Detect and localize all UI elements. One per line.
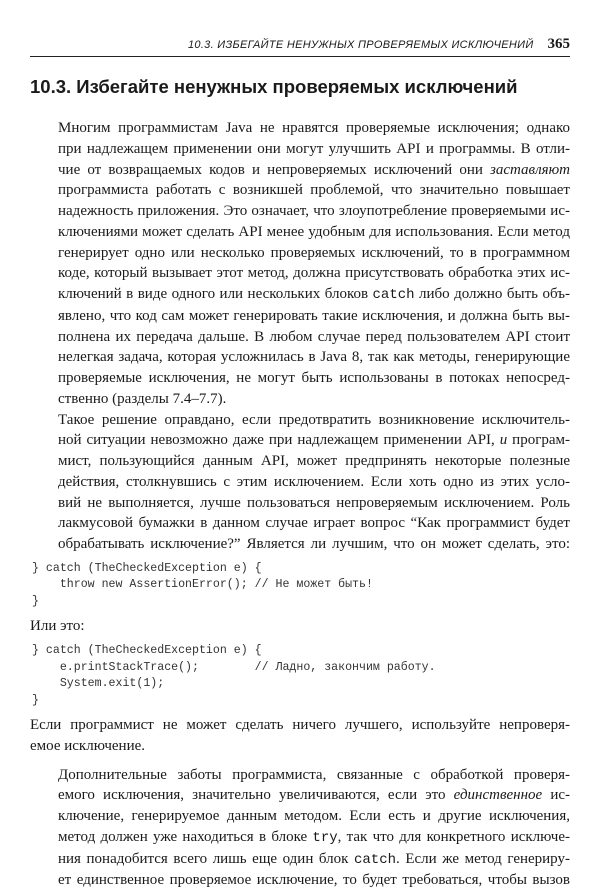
text-line: емое исключение.	[30, 737, 145, 754]
text-line: надежность приложения. Это означает, что злоупотребление проверяемыми ис-	[58, 203, 570, 219]
emphasis: и	[499, 432, 508, 449]
text-line: метод должен уже находиться в блоке try, так что для конкретного исключе-	[58, 828, 570, 846]
text-line: емого исключения, значительно увеличиваются, если это единственное ис-	[58, 787, 570, 804]
emphasis: единственное	[453, 787, 543, 804]
page-number: 365	[547, 36, 570, 52]
text-line: Многим программистам Java не нравятся проверяемые исключения; однако	[58, 120, 570, 136]
text-line: вий не выполняется, лучше пользоваться непроверяемым исключением. Роль	[58, 494, 570, 511]
running-title: 10.3. ИЗБЕГАЙТЕ НЕНУЖНЫХ ПРОВЕРЯЕМЫХ ИСКЛЮЧЕНИЙ	[187, 39, 534, 51]
text-line: коде, который вызывает этот метод, должна присутствовать обработка этих ис-	[58, 265, 570, 282]
text-line: ственно (разделы 7.4–7.7).	[58, 390, 227, 407]
inline-code: try	[312, 829, 338, 846]
text-line: лакмусовой бумажки в данном случае играет вопрос “Как программист будет	[58, 515, 570, 532]
text-line: Дополнительные заботы программиста, связанные с обработкой проверя-	[58, 766, 570, 783]
body-text	[30, 118, 570, 891]
text-line: проверяемые исключения, не могут быть использованы в потоках непосред-	[58, 370, 570, 386]
text-line: явлено, что код сам может генерировать такие исключения, и должна быть вы-	[58, 307, 570, 324]
text-line: чие от возвращаемых кодов и непроверяемых исключений они заставляют	[58, 161, 570, 178]
text-line: ключение, генерируемое данным методом. Если есть и другие исключения,	[58, 808, 570, 824]
text-line: ния понадобится всего лишь еще один блок catch. Если же метод генериру-	[58, 850, 570, 868]
paragraph-justification	[30, 410, 570, 555]
text-line: нелегкая задача, которая усложнилась в Java 8, так как методы, генерирующие	[58, 349, 570, 366]
code-block-stacktrace: } catch (TheCheckedException e) { e.printStackTrace(); // Ладно, закончим работу. System.exit(1); }	[32, 644, 436, 707]
text-line: при надлежащем применении они могут улучшить API и программы. В отли-	[58, 140, 570, 157]
inline-code: catch	[372, 287, 415, 303]
text-line: ключений в виде одного или нескольких блоков catch либо должно быть объ-	[58, 286, 570, 303]
paragraph-intro	[30, 118, 570, 410]
text-line: обрабатывать исключение?” Является ли лучшим, что он может сделать, это:	[58, 536, 570, 552]
text-line: ет единственное проверяемое исключение, то будет требоваться, чтобы вызов	[58, 872, 570, 889]
header-rule	[30, 56, 570, 57]
running-head	[180, 36, 570, 54]
code-block-assertion: } catch (TheCheckedException e) { throw new AssertionError(); // Не может быть! }	[32, 561, 373, 608]
text-line: ной ситуации невозможно даже при надлежащем применении API, и програм-	[58, 432, 570, 449]
section-title: 10.3. Избегайте ненужных проверяемых исключений	[30, 76, 518, 97]
paragraph-or-this	[30, 616, 570, 637]
text-line: Такое решение оправдано, если предотвратить возникновение исключитель-	[58, 411, 570, 428]
emphasis: заставляют	[490, 161, 570, 178]
text-line: программиста работать с возникшей проблемой, что значительно повышает	[58, 182, 570, 199]
text-line: Или это:	[30, 618, 85, 635]
text-line: генерирует одно или несколько проверяемых исключений, то в программном	[58, 244, 570, 261]
text-line: полнена их передача дальше. В любом случае перед пользователем API стоит	[58, 328, 570, 345]
paragraph-conclusion	[30, 715, 570, 757]
text-line: ключениями может сделать API менее удобным для использования. Если метод	[58, 223, 570, 240]
text-line: действия, столкнувшись с этим исключением. Если хоть одно из этих усло-	[58, 473, 570, 490]
text-line: Если программист не может сделать ничего лучшего, используйте непроверя-	[30, 717, 570, 733]
paragraph-additional	[30, 765, 570, 891]
inline-code: catch	[354, 851, 397, 868]
text-line: мист, пользующийся данным API, может предпринять некоторые полезные	[58, 453, 570, 469]
